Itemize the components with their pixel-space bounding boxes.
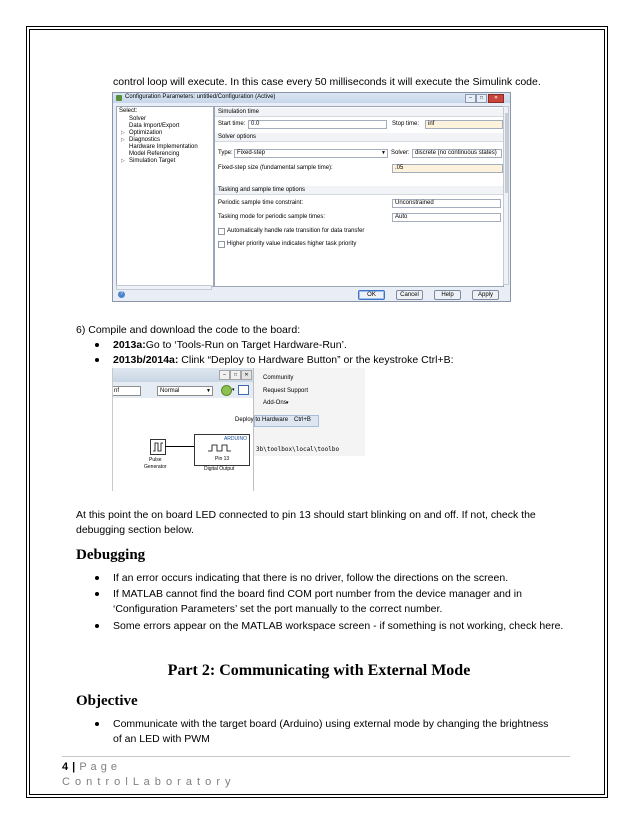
- cancel-button[interactable]: Cancel: [396, 290, 423, 300]
- menu-item-request-support[interactable]: Request Support: [263, 388, 309, 394]
- start-time-field[interactable]: 0.0: [248, 120, 387, 129]
- page-number: 4: [62, 761, 69, 773]
- debugging-bullet-2-line-1: If MATLAB cannot find the board find COM port number from the device manager and in: [113, 588, 522, 600]
- page-separator: |: [68, 761, 80, 773]
- command-area: [254, 456, 365, 491]
- page-word: P a g e: [79, 761, 118, 773]
- minimize-icon[interactable]: –: [219, 370, 230, 380]
- submenu-arrow-icon: ▾: [286, 400, 289, 406]
- solver-select[interactable]: [412, 149, 502, 158]
- matlab-app-icon: [116, 95, 122, 101]
- bullet-1-text: Go to ‘Tools-Run on Target Hardware-Run’.: [145, 339, 347, 351]
- step-6-bullet-1: [113, 338, 347, 352]
- tree-item-simulation-target[interactable]: Simulation Target: [129, 158, 176, 164]
- type-label: Type:: [218, 150, 233, 156]
- type-select[interactable]: [234, 149, 388, 158]
- tree-item-solver[interactable]: Solver: [129, 116, 147, 122]
- periodic-constraint-select[interactable]: [392, 199, 501, 208]
- help-circle-icon[interactable]: ?: [118, 291, 125, 298]
- section-tasking: Tasking and sample time options: [215, 186, 503, 195]
- start-time-label: Start time:: [218, 121, 246, 127]
- tree-expand-icon[interactable]: ▷: [121, 158, 125, 164]
- debugging-bullet-1: If an error occurs indicating that there is no driver, follow the directions on the screen.: [113, 572, 509, 584]
- debugging-heading: Debugging: [76, 547, 146, 563]
- close-icon[interactable]: ✕: [488, 94, 504, 103]
- pulse-wave-icon: [151, 440, 165, 454]
- priority-label: Higher priority value indicates higher task priority: [227, 241, 357, 247]
- generator-block-label: Generator: [144, 464, 167, 470]
- bullet-icon: [95, 576, 99, 580]
- simulink-toolbar: [113, 382, 253, 399]
- arduino-block-title: ARDUINO: [223, 436, 247, 442]
- tree-item-hardware-implementation[interactable]: Hardware Implementation: [129, 144, 198, 150]
- digital-output-label: Digital Output: [204, 466, 235, 472]
- footer-page-line: [62, 760, 118, 774]
- chevron-down-icon[interactable]: ▾: [232, 387, 235, 393]
- section-simulation-time: Simulation time: [215, 108, 503, 117]
- bullet-1-bold: 2013a:: [113, 339, 146, 351]
- dialog-titlebar: [113, 93, 510, 103]
- step-6-label: 6) Compile and download the code to the board:: [76, 324, 301, 336]
- step-6-bullet-2: [113, 353, 454, 367]
- periodic-constraint-value: Unconstrained: [395, 200, 434, 206]
- solver-label: Solver:: [391, 150, 410, 156]
- simulink-deploy-screenshot: [112, 368, 365, 491]
- deploy-shortcut: Ctrl+B: [294, 417, 311, 423]
- section-solver-options: Solver options: [215, 133, 503, 142]
- tree-item-model-referencing[interactable]: Model Referencing: [129, 151, 180, 157]
- menu-item-add-ons[interactable]: Add-Ons: [263, 400, 287, 406]
- simulation-mode-value: Normal: [160, 388, 180, 394]
- menu-item-deploy-to-hardware[interactable]: Deploy to Hardware: [235, 417, 289, 423]
- step-size-label: Fixed-step size (fundamental sample time):: [218, 165, 333, 171]
- vertical-scrollbar[interactable]: [503, 106, 509, 285]
- window-titlebar: [113, 368, 253, 382]
- debugging-bullet-3: Some errors appear on the MATLAB workspace screen - if something is not working, check here.: [113, 620, 564, 632]
- led-paragraph-line-1: At this point the on board LED connected to pin 13 should start blinking on and off. If not, check the: [76, 509, 536, 521]
- tree-item-data-import-export[interactable]: Data Import/Export: [129, 123, 180, 129]
- tasking-mode-select[interactable]: [392, 213, 501, 222]
- tree-expand-icon[interactable]: ▷: [121, 137, 125, 143]
- select-label: Select:: [119, 108, 138, 114]
- footer-course: C o n t r o l L a b o r a t o r y: [62, 776, 232, 788]
- scroll-thumb[interactable]: [505, 113, 508, 193]
- arduino-pin-label: Pin 13: [215, 456, 230, 462]
- tree-expand-icon[interactable]: ▷: [121, 130, 125, 136]
- ok-button[interactable]: OK: [358, 290, 385, 300]
- pulse-generator-block[interactable]: [150, 439, 166, 455]
- pulse-block-label: Pulse: [149, 457, 162, 463]
- type-value: Fixed-step: [237, 150, 266, 156]
- signal-line: [165, 446, 194, 447]
- stop-time-field[interactable]: inf: [425, 120, 503, 129]
- footer-rule: [62, 756, 570, 757]
- simulation-mode-select[interactable]: [157, 386, 213, 396]
- deploy-to-hardware-icon[interactable]: [238, 385, 249, 395]
- bullet-icon: [95, 592, 99, 596]
- tree-horizontal-scrollbar[interactable]: [116, 285, 212, 290]
- bullet-icon: [95, 343, 99, 347]
- objective-bullet-line-1: Communicate with the target board (Arduino) using external mode by changing the brightness: [113, 718, 549, 730]
- config-tree-panel: [116, 106, 214, 287]
- bullet-2-bold: 2013b/2014a:: [113, 354, 179, 366]
- configuration-parameters-dialog: [112, 92, 511, 302]
- dialog-title: Configuration Parameters: untitled/Configuration (Active): [125, 94, 276, 100]
- bullet-icon: [95, 722, 99, 726]
- objective-bullet-line-2: of an LED with PWM: [113, 733, 210, 745]
- minimize-icon[interactable]: –: [465, 94, 476, 103]
- rate-transition-checkbox[interactable]: [218, 228, 225, 235]
- periodic-constraint-label: Periodic sample time constraint:: [218, 200, 304, 206]
- tree-item-diagnostics[interactable]: Diagnostics: [129, 137, 161, 143]
- dropdown-arrow-icon: ▼: [381, 150, 386, 156]
- simulink-canvas: [113, 398, 253, 491]
- rate-transition-label: Automatically handle rate transition for data transfer: [227, 228, 365, 234]
- tasking-mode-value: Auto: [395, 214, 408, 220]
- solver-value: discrete (no continuous states): [415, 150, 497, 156]
- maximize-icon[interactable]: □: [230, 370, 241, 380]
- bullet-icon: [95, 358, 99, 362]
- maximize-icon[interactable]: □: [476, 94, 487, 103]
- bullet-2-text: Clink “Deploy to Hardware Button” or the keystroke Ctrl+B:: [178, 354, 454, 366]
- update-diagram-icon[interactable]: [221, 385, 232, 396]
- step-size-field[interactable]: .05: [392, 164, 503, 173]
- stop-time-field[interactable]: nf: [112, 386, 141, 396]
- bullet-icon: [95, 624, 99, 628]
- part-2-heading: Part 2: Communicating with External Mode: [167, 662, 471, 679]
- tree-item-optimization[interactable]: Optimization: [129, 130, 163, 136]
- path-text: 3b\toolbox\local\toolbo: [256, 446, 340, 453]
- intro-line: control loop will execute. In this case every 50 milliseconds it will execute the Simulink code.: [113, 76, 541, 88]
- dropdown-arrow-icon: ▼: [206, 388, 211, 394]
- objective-heading: Objective: [76, 693, 138, 709]
- solver-settings-panel: [214, 106, 504, 287]
- help-button[interactable]: Help: [434, 290, 461, 300]
- apply-button[interactable]: Apply: [472, 290, 499, 300]
- close-icon[interactable]: ✕: [241, 370, 252, 380]
- arduino-digital-output-block[interactable]: [194, 434, 250, 466]
- stop-time-label: Stop time:: [392, 121, 420, 127]
- led-paragraph-line-2: debugging section below.: [76, 524, 194, 536]
- priority-checkbox[interactable]: [218, 241, 225, 248]
- tasking-mode-label: Tasking mode for periodic sample times:: [218, 214, 326, 220]
- debugging-bullet-2-line-2: ‘Configuration Parameters’ set the port manually to the correct number.: [113, 603, 443, 615]
- menu-item-community[interactable]: Community: [263, 375, 294, 381]
